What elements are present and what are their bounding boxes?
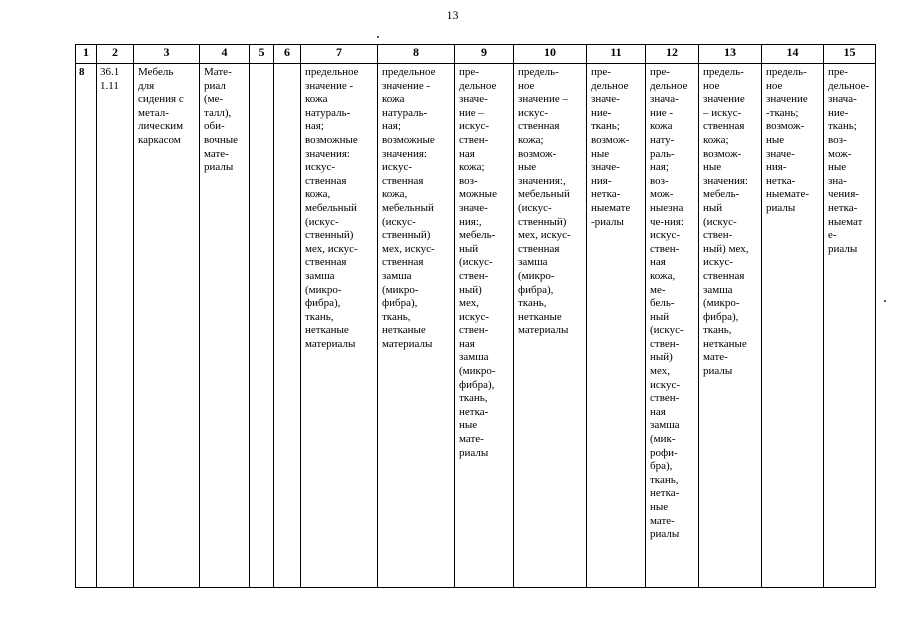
cell-text: предель- ное значение -ткань; возмож- ные значе- ния- нетка- ныемате- риалы: [766, 66, 809, 214]
header-col-15: 15: [824, 45, 876, 64]
cell-text: предель- ное значение – искус- ственная кожа; возмож- ные значения: мебель- ный (искус- ствен- ный) мех, искус- ственная замша (микро- фибра), ткань, нетканые мате- риалы: [703, 66, 749, 378]
cell-text: 36.1 1.11: [100, 66, 120, 92]
cell-text: пре- дельное знача- ние - кожа нату- раль- ная; воз- мож- ныезна че-ния: искус- ствен- ная кожа, ме- бель- ный (искус- ствен- ный) мех, искус- ствен- ная замша (мик- рофи- бра), ткань, нетка- ные мате- риалы: [650, 66, 688, 541]
cell-materials: [200, 64, 250, 588]
header-col-8: 8: [378, 45, 455, 64]
cell-col-11: [587, 64, 646, 588]
cell-text: пре- дельное значе- ние – искус- ствен- ная кожа; воз- можные значе- ния:, мебель- ный (искус- ствен- ный) мех, искус- ствен- ная замша (микро- фибра), ткань, нетка- ные мате- риалы: [459, 66, 497, 459]
cell-col-13: [699, 64, 762, 588]
header-col-12: 12: [646, 45, 699, 64]
cell-text: предельное значение - кожа натураль- ная; возможные значения: искус- ственная кожа, мебельный (искус- ственный) мех, искус- ственная замша (микро- фибра), ткань, нетканые материалы: [382, 66, 436, 350]
cell-text: пре- дельное- знача- ние- ткань; воз- мож- ные зна- чения- нетка- ныемат е- риалы: [828, 66, 870, 255]
cell-row-number: [76, 64, 97, 588]
cell-text: пре- дельное значе- ние- ткань; возмож- ные значе- ния- нетка- ныемате -риалы: [591, 66, 631, 228]
header-col-4: 4: [200, 45, 250, 64]
cell-col-10: [514, 64, 587, 588]
cell-col-6: [274, 64, 301, 588]
scan-speck: [884, 300, 886, 302]
cell-text: Мате- риал (ме- талл), оби- вочные мате- риалы: [204, 66, 239, 174]
header-col-14: 14: [762, 45, 824, 64]
specification-table: [75, 44, 876, 588]
cell-text: предель- ное значение – искус- ственная кожа; возмож- ные значения:, мебельный (искус- ственный) мех, искус- ственная замша (микро- фибра), ткань, нетканые материалы: [518, 66, 571, 337]
header-col-2: 2: [97, 45, 134, 64]
cell-col-14: [762, 64, 824, 588]
cell-col-8: [378, 64, 455, 588]
cell-col-15: [824, 64, 876, 588]
header-col-10: 10: [514, 45, 587, 64]
cell-col-9: [455, 64, 514, 588]
cell-product-name: [134, 64, 200, 588]
header-col-5: 5: [250, 45, 274, 64]
cell-text: предельное значение - кожа натураль- ная; возможные значения: искус- ственная кожа, мебельный (искус- ственный) мех, искус- ственная замша (микро- фибра), ткань, нетканые материалы: [305, 66, 359, 350]
header-col-1: 1: [76, 45, 97, 64]
header-col-7: 7: [301, 45, 378, 64]
page-number: 13: [446, 8, 459, 22]
header-col-9: 9: [455, 45, 514, 64]
cell-col-5: [250, 64, 274, 588]
table-row: [76, 64, 876, 588]
header-col-6: 6: [274, 45, 301, 64]
header-col-13: 13: [699, 45, 762, 64]
header-col-3: 3: [134, 45, 200, 64]
cell-text: Мебель для сидения с метал- лическим каркасом: [138, 66, 184, 146]
cell-code: [97, 64, 134, 588]
scan-speck: [377, 36, 379, 38]
cell-text: 8: [79, 66, 85, 78]
cell-col-7: [301, 64, 378, 588]
table-header-row: [76, 45, 876, 64]
header-col-11: 11: [587, 45, 646, 64]
cell-col-12: [646, 64, 699, 588]
